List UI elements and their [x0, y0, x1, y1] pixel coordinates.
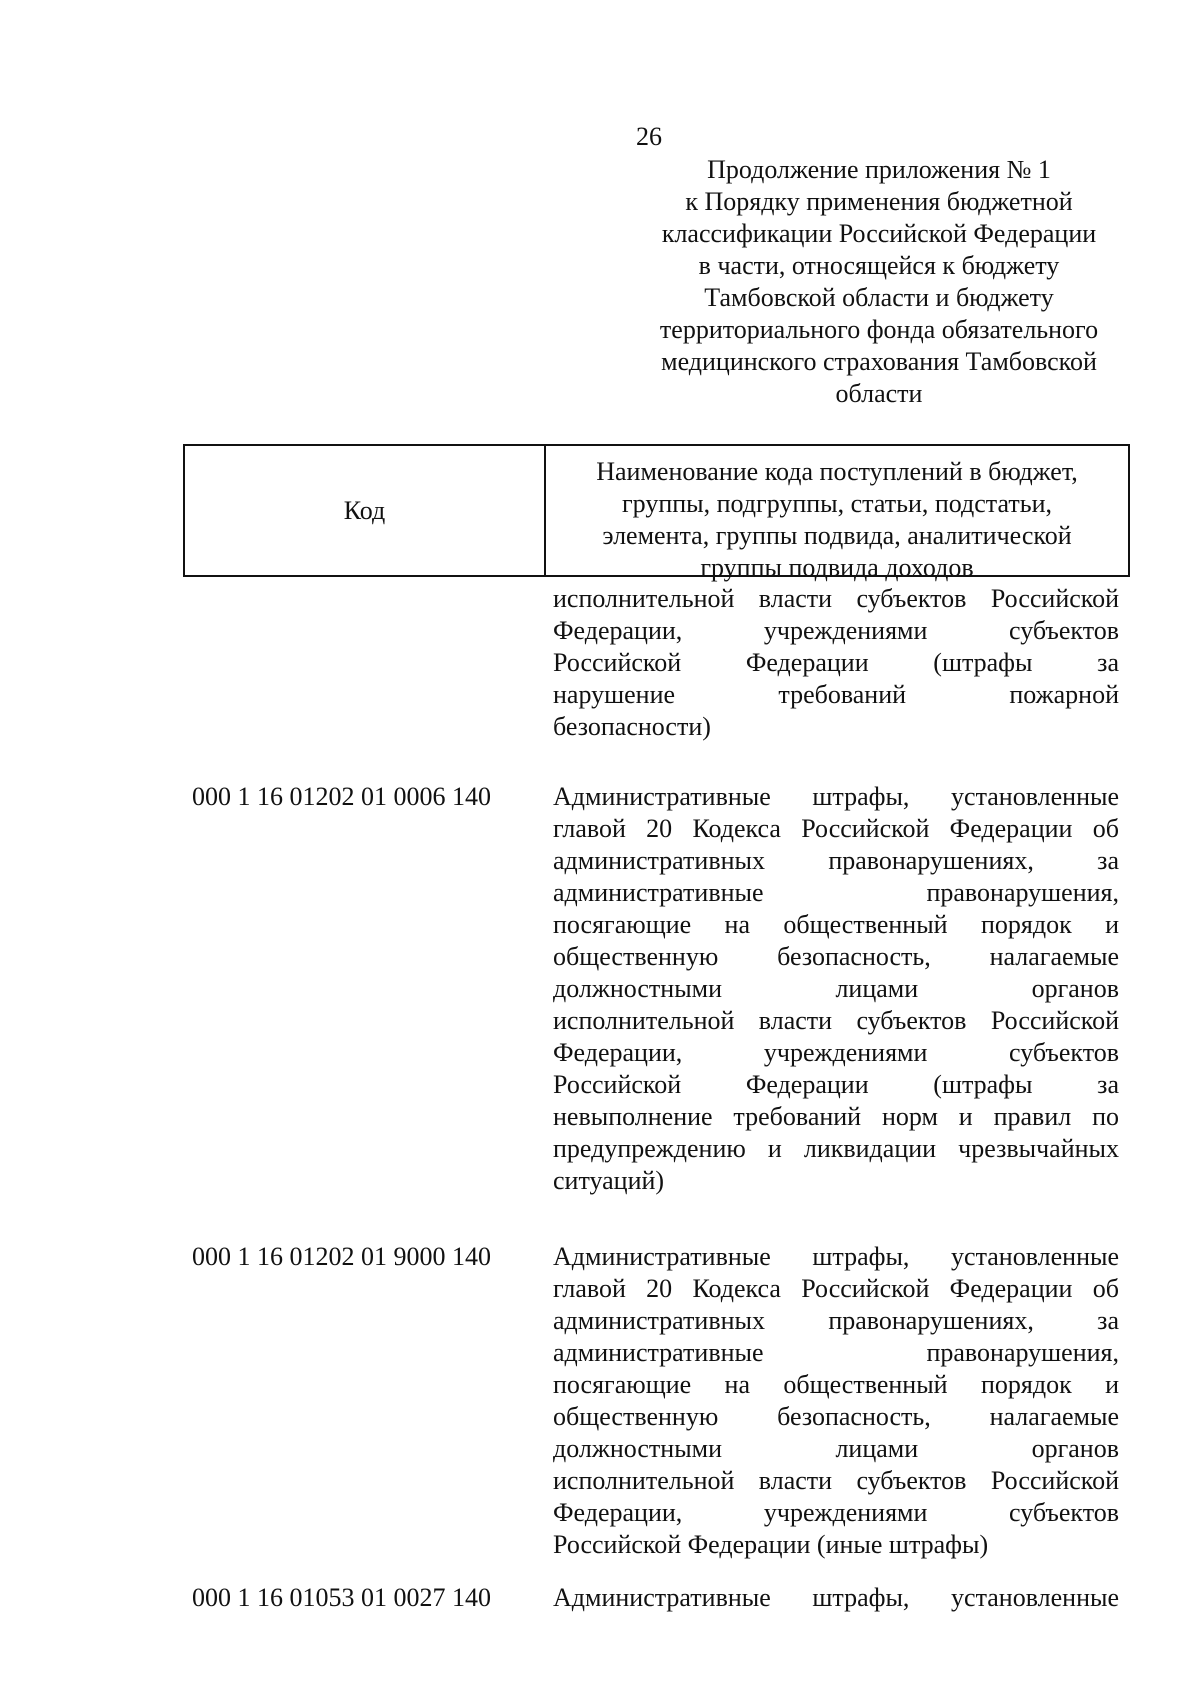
appendix-header-line: медицинского страхования Тамбовской [661, 347, 1097, 376]
column-header-name-line: элемента, группы подвида, аналитической [602, 521, 1072, 550]
revenue-description [553, 583, 1119, 743]
description-line: Административные штрафы, установленные [553, 1242, 1119, 1271]
description-line: безопасности) [553, 712, 711, 741]
description-line: главой 20 Кодекса Российской Федерации об [553, 814, 1119, 843]
description-line: невыполнение требований норм и правил по [553, 1102, 1119, 1131]
appendix-header-line: Тамбовской области и бюджету [704, 283, 1054, 312]
description-line: Федерации, учреждениями субъектов [553, 616, 1119, 645]
appendix-header-line: классификации Российской Федерации [661, 219, 1097, 248]
revenue-description [553, 1241, 1119, 1561]
description-line: Административные штрафы, установленные [553, 782, 1119, 811]
description-line: Российской Федерации (иные штрафы) [553, 1530, 989, 1559]
description-line: исполнительной власти субъектов Российской [553, 1006, 1119, 1035]
description-line: административных правонарушениях, за [553, 1306, 1119, 1335]
appendix-header-line: в части, относящейся к бюджету [698, 251, 1060, 280]
column-header-name-line: группы, подгруппы, статьи, подстатьи, [622, 489, 1052, 518]
description-line: Федерации, учреждениями субъектов [553, 1038, 1119, 1067]
description-line: административные правонарушения, [553, 1338, 1119, 1367]
column-header-name-line: группы подвида доходов [700, 553, 974, 582]
table-header [183, 444, 1130, 582]
appendix-header [614, 154, 1144, 410]
revenue-description [553, 1582, 1119, 1614]
revenue-code: 000 1 16 01053 01 0027 140 [192, 1583, 491, 1612]
description-line: общественную безопасность, налагаемые [553, 1402, 1119, 1431]
appendix-header-line: Продолжение приложения № 1 [707, 155, 1051, 184]
description-line: посягающие на общественный порядок и [553, 910, 1119, 939]
description-line: должностными лицами органов [553, 1434, 1119, 1463]
description-line: Федерации, учреждениями субъектов [553, 1498, 1119, 1527]
description-line: исполнительной власти субъектов Российской [553, 584, 1119, 613]
revenue-description [553, 781, 1119, 1197]
description-line: общественную безопасность, налагаемые [553, 942, 1119, 971]
description-line: Российской Федерации (штрафы за [553, 648, 1119, 677]
description-line: главой 20 Кодекса Российской Федерации об [553, 1274, 1119, 1303]
appendix-header-line: области [835, 379, 923, 408]
column-header-name [546, 446, 1128, 582]
appendix-header-line: территориального фонда обязательного [659, 315, 1099, 344]
column-header-name-line: Наименование кода поступлений в бюджет, [596, 457, 1078, 486]
description-line: административные правонарушения, [553, 878, 1119, 907]
description-line: ситуаций) [553, 1166, 665, 1195]
description-line: посягающие на общественный порядок и [553, 1370, 1119, 1399]
table-header-bottom-border [183, 575, 1130, 577]
description-line: Российской Федерации (штрафы за [553, 1070, 1119, 1099]
description-line: Административные штрафы, установленные [553, 1583, 1119, 1612]
revenue-code: 000 1 16 01202 01 0006 140 [192, 782, 491, 811]
description-line: исполнительной власти субъектов Российской [553, 1466, 1119, 1495]
page-number: 26 [636, 122, 662, 151]
description-line: административных правонарушениях, за [553, 846, 1119, 875]
description-line: предупреждению и ликвидации чрезвычайных [553, 1134, 1119, 1163]
appendix-header-line: к Порядку применения бюджетной [685, 187, 1073, 216]
column-header-code: Код [185, 446, 546, 575]
description-line: должностными лицами органов [553, 974, 1119, 1003]
description-line: нарушение требований пожарной [553, 680, 1119, 709]
revenue-code: 000 1 16 01202 01 9000 140 [192, 1242, 491, 1271]
